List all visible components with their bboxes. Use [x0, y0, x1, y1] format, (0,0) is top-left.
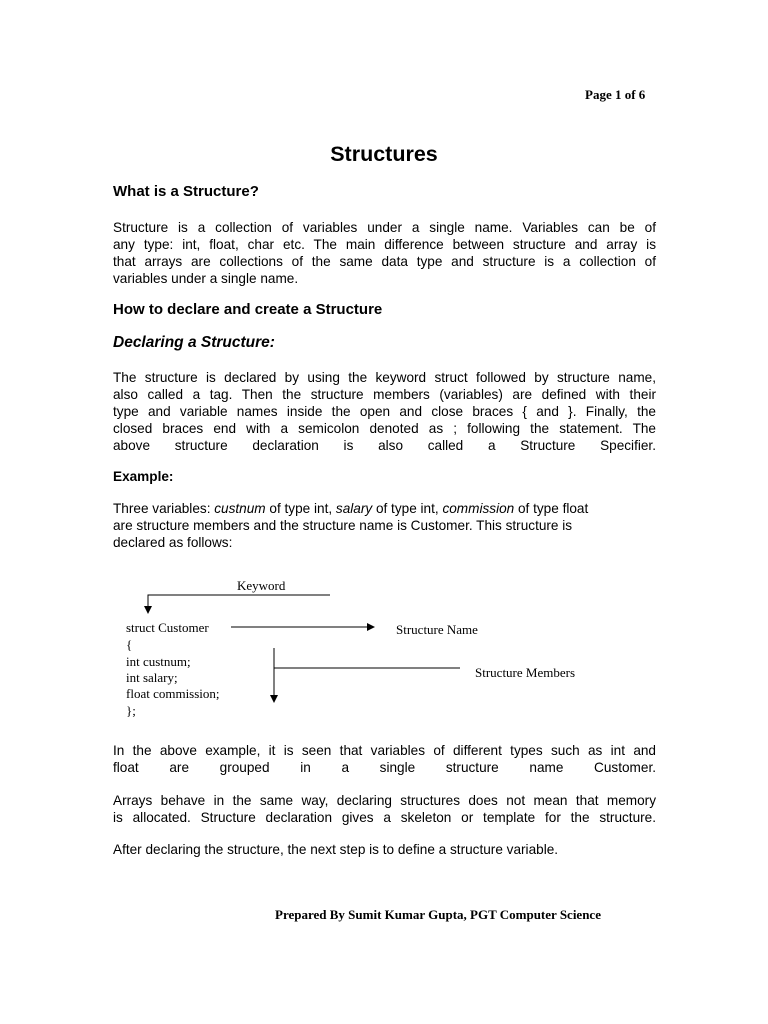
- paragraph-declaration-explanation: [113, 369, 656, 454]
- text-line: declared as follows:: [113, 535, 233, 550]
- keyword-arrow: [148, 595, 330, 613]
- paragraph-example-explanation: [113, 742, 656, 776]
- text-line: [113, 500, 656, 517]
- paragraph-next-step: [113, 841, 656, 858]
- code-line: int salary;: [126, 670, 178, 685]
- subheading-declaring-structure: Declaring a Structure:: [113, 334, 275, 351]
- footer-credit: Prepared By Sumit Kumar Gupta, PGT Computer Science: [275, 907, 601, 922]
- page-title: Structures: [330, 142, 438, 166]
- text-line: is allocated. Structure declaration gives a skeleton or template for the structure.: [113, 810, 656, 825]
- text-line: In the above example, it is seen that variables of different types such as int and: [113, 743, 656, 758]
- code-line: {: [126, 637, 133, 652]
- variable-custnum: custnum: [214, 501, 266, 516]
- text-line: variables under a single name.: [113, 271, 299, 286]
- code-line: struct Customer: [126, 620, 209, 635]
- text-line: are structure members and the structure name is Customer. This structure is: [113, 518, 573, 533]
- heading-what-is-structure: What is a Structure?: [113, 183, 259, 200]
- paragraph-structure-definition: [113, 219, 656, 287]
- code-line: int custnum;: [126, 654, 191, 669]
- text-line: closed braces end with a semicolon denoted as ; following the statement. The: [113, 421, 656, 436]
- structure-name-label: Structure Name: [396, 622, 478, 637]
- text-line: type and variable names inside the open and close braces { and }. Finally, the: [113, 404, 656, 419]
- text-run: of type int,: [372, 501, 443, 516]
- page-number: Page 1 of 6: [585, 87, 646, 102]
- variable-commission: commission: [442, 501, 515, 516]
- text-run: of type float: [514, 501, 589, 516]
- structure-diagram: [110, 570, 630, 730]
- heading-declare-create: How to declare and create a Structure: [113, 301, 383, 318]
- variable-salary: salary: [335, 501, 373, 516]
- text-line: also called a tag. Then the structure members (variables) are defined with their: [113, 387, 656, 402]
- text-line: float are grouped in a single structure name Customer.: [113, 760, 656, 775]
- text-line: Structure is a collection of variables under a single name. Variables can be of: [113, 220, 656, 235]
- paragraph-example-intro: [113, 500, 656, 551]
- text-line: Arrays behave in the same way, declaring structures does not mean that memory: [113, 793, 656, 808]
- text-line: The structure is declared by using the keyword struct followed by structure name,: [113, 370, 656, 385]
- text-line: above structure declaration is also called a Structure Specifier.: [113, 438, 656, 453]
- code-line: };: [126, 703, 136, 718]
- paragraph-arrays-behaviour: [113, 792, 656, 826]
- example-label: Example:: [113, 469, 174, 484]
- structure-members-label: Structure Members: [475, 665, 576, 680]
- text-line: After declaring the structure, the next step is to define a structure variable.: [113, 842, 559, 857]
- text-run: Three variables:: [113, 501, 215, 516]
- code-line: float commission;: [126, 686, 220, 701]
- text-line: that arrays are collections of the same data type and structure is a collection of: [113, 254, 656, 269]
- text-run: of type int,: [265, 501, 336, 516]
- text-line: any type: int, float, char etc. The main difference between structure and array is: [113, 237, 656, 252]
- keyword-label: Keyword: [237, 578, 286, 593]
